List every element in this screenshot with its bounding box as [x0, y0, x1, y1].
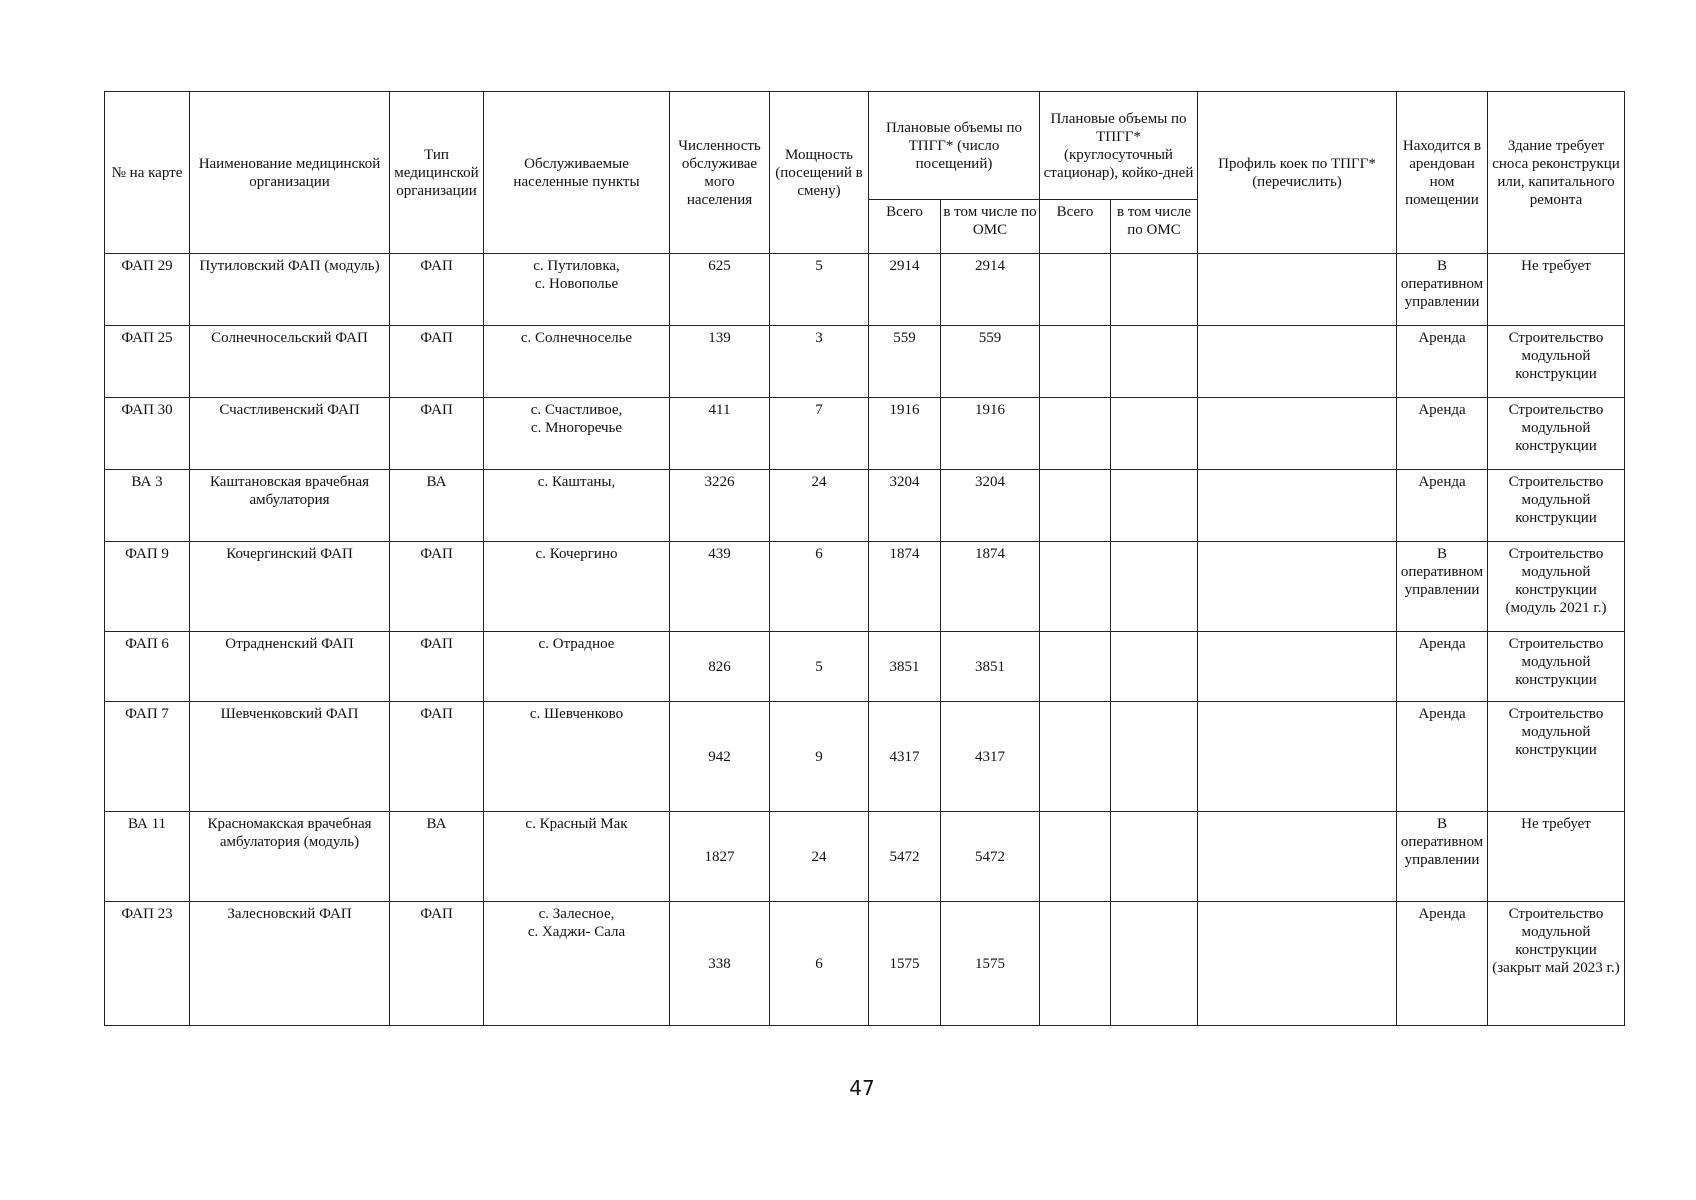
cell-visits-total: 1575: [869, 902, 941, 1026]
cell-capacity: 6: [770, 542, 869, 632]
header-building: Здание требует сноса реконструкци или, капитального ремонта: [1488, 92, 1625, 254]
cell-building: Не требует: [1488, 812, 1625, 902]
cell-visits-total: 559: [869, 326, 941, 398]
cell-org-name: Путиловский ФАП (модуль): [190, 254, 390, 326]
cell-settlements: с. Шевченково: [484, 702, 670, 812]
cell-bed-profile: [1198, 398, 1397, 470]
cell-capacity: 9: [770, 702, 869, 812]
cell-map-no: ФАП 6: [105, 632, 190, 702]
cell-building: Строительство модульной конструкции (модуль 2021 г.): [1488, 542, 1625, 632]
cell-settlements: с. Путиловка, с. Новополье: [484, 254, 670, 326]
cell-beds-total: [1040, 326, 1111, 398]
cell-settlements: с. Каштаны,: [484, 470, 670, 542]
cell-beds-oms: [1111, 542, 1198, 632]
cell-beds-oms: [1111, 470, 1198, 542]
cell-population: 942: [670, 702, 770, 812]
cell-org-name: Отрадненский ФАП: [190, 632, 390, 702]
cell-building: Строительство модульной конструкции: [1488, 398, 1625, 470]
cell-map-no: ФАП 29: [105, 254, 190, 326]
header-visits-total: Всего: [869, 200, 941, 254]
cell-beds-total: [1040, 902, 1111, 1026]
cell-bed-profile: [1198, 702, 1397, 812]
cell-beds-oms: [1111, 632, 1198, 702]
cell-population: 1827: [670, 812, 770, 902]
table-row: [105, 632, 1625, 702]
table-row: [105, 702, 1625, 812]
cell-map-no: ФАП 7: [105, 702, 190, 812]
cell-visits-oms: 1575: [941, 902, 1040, 1026]
cell-premises: Аренда: [1397, 470, 1488, 542]
cell-settlements: с. Солнечноселье: [484, 326, 670, 398]
cell-org-name: Кочергинский ФАП: [190, 542, 390, 632]
cell-beds-oms: [1111, 398, 1198, 470]
cell-capacity: 3: [770, 326, 869, 398]
cell-premises: Аренда: [1397, 702, 1488, 812]
table-row: [105, 902, 1625, 1026]
cell-population: 625: [670, 254, 770, 326]
cell-org-name: Шевченковский ФАП: [190, 702, 390, 812]
cell-building: Строительство модульной конструкции: [1488, 702, 1625, 812]
cell-bed-profile: [1198, 902, 1397, 1026]
cell-capacity: 24: [770, 812, 869, 902]
cell-building: Строительство модульной конструкции: [1488, 632, 1625, 702]
table-row: [105, 470, 1625, 542]
cell-capacity: 6: [770, 902, 869, 1026]
cell-visits-total: 1874: [869, 542, 941, 632]
cell-org-type: ВА: [390, 470, 484, 542]
header-visits-oms: в том числе по ОМС: [941, 200, 1040, 254]
cell-visits-oms: 2914: [941, 254, 1040, 326]
table-row: [105, 398, 1625, 470]
cell-beds-oms: [1111, 326, 1198, 398]
cell-beds-total: [1040, 398, 1111, 470]
cell-beds-total: [1040, 812, 1111, 902]
table-row: [105, 812, 1625, 902]
cell-visits-oms: 3204: [941, 470, 1040, 542]
cell-map-no: ВА 11: [105, 812, 190, 902]
header-settlements: Обслуживаемые населенные пункты: [484, 92, 670, 254]
header-population: Численность обслуживае мого населения: [670, 92, 770, 254]
cell-org-name: Каштановская врачебная амбулатория: [190, 470, 390, 542]
cell-population: 826: [670, 632, 770, 702]
cell-building: Строительство модульной конструкции: [1488, 326, 1625, 398]
cell-org-name: Красномакская врачебная амбулатория (модуль): [190, 812, 390, 902]
cell-beds-total: [1040, 632, 1111, 702]
medical-organizations-table: [104, 91, 1625, 1026]
cell-population: 338: [670, 902, 770, 1026]
cell-bed-profile: [1198, 812, 1397, 902]
header-visits-group: Плановые объемы по ТПГГ* (число посещений): [869, 92, 1040, 200]
cell-premises: В оперативном управлении: [1397, 542, 1488, 632]
header-org-type: Тип медицинской организации: [390, 92, 484, 254]
cell-map-no: ФАП 23: [105, 902, 190, 1026]
cell-settlements: с. Красный Мак: [484, 812, 670, 902]
cell-premises: В оперативном управлении: [1397, 254, 1488, 326]
cell-map-no: ВА 3: [105, 470, 190, 542]
cell-settlements: с. Кочергино: [484, 542, 670, 632]
cell-premises: Аренда: [1397, 902, 1488, 1026]
cell-beds-oms: [1111, 702, 1198, 812]
cell-org-type: ФАП: [390, 398, 484, 470]
cell-beds-total: [1040, 470, 1111, 542]
cell-visits-total: 4317: [869, 702, 941, 812]
cell-visits-oms: 1874: [941, 542, 1040, 632]
cell-premises: Аренда: [1397, 398, 1488, 470]
cell-settlements: с. Счастливое, с. Многоречье: [484, 398, 670, 470]
cell-visits-oms: 3851: [941, 632, 1040, 702]
cell-visits-total: 5472: [869, 812, 941, 902]
cell-beds-oms: [1111, 812, 1198, 902]
cell-org-type: ФАП: [390, 632, 484, 702]
cell-bed-profile: [1198, 470, 1397, 542]
cell-beds-oms: [1111, 902, 1198, 1026]
cell-settlements: с. Залесное, с. Хаджи- Сала: [484, 902, 670, 1026]
cell-org-type: ФАП: [390, 254, 484, 326]
cell-beds-total: [1040, 254, 1111, 326]
cell-beds-total: [1040, 542, 1111, 632]
cell-bed-profile: [1198, 326, 1397, 398]
table-row: [105, 254, 1625, 326]
cell-population: 411: [670, 398, 770, 470]
cell-visits-oms: 5472: [941, 812, 1040, 902]
cell-visits-total: 3851: [869, 632, 941, 702]
cell-capacity: 5: [770, 254, 869, 326]
cell-beds-oms: [1111, 254, 1198, 326]
header-beds-total: Всего: [1040, 200, 1111, 254]
table-body: [105, 254, 1625, 1026]
cell-capacity: 5: [770, 632, 869, 702]
cell-org-name: Залесновский ФАП: [190, 902, 390, 1026]
cell-visits-oms: 1916: [941, 398, 1040, 470]
cell-building: Строительство модульной конструкции (закрыт май 2023 г.): [1488, 902, 1625, 1026]
cell-org-type: ФАП: [390, 702, 484, 812]
cell-population: 139: [670, 326, 770, 398]
cell-visits-oms: 559: [941, 326, 1040, 398]
cell-map-no: ФАП 25: [105, 326, 190, 398]
cell-org-type: ФАП: [390, 542, 484, 632]
cell-capacity: 7: [770, 398, 869, 470]
cell-org-name: Солнечносельский ФАП: [190, 326, 390, 398]
cell-building: Строительство модульной конструкции: [1488, 470, 1625, 542]
cell-org-type: ФАП: [390, 902, 484, 1026]
cell-map-no: ФАП 9: [105, 542, 190, 632]
cell-org-type: ФАП: [390, 326, 484, 398]
cell-map-no: ФАП 30: [105, 398, 190, 470]
page-number: 47: [849, 1076, 875, 1100]
cell-settlements: с. Отрадное: [484, 632, 670, 702]
table-row: [105, 542, 1625, 632]
table-row: [105, 326, 1625, 398]
cell-premises: В оперативном управлении: [1397, 812, 1488, 902]
header-map-no: № на карте: [105, 92, 190, 254]
cell-bed-profile: [1198, 254, 1397, 326]
cell-premises: Аренда: [1397, 326, 1488, 398]
cell-population: 3226: [670, 470, 770, 542]
cell-visits-total: 2914: [869, 254, 941, 326]
cell-capacity: 24: [770, 470, 869, 542]
cell-bed-profile: [1198, 632, 1397, 702]
cell-population: 439: [670, 542, 770, 632]
cell-visits-total: 3204: [869, 470, 941, 542]
header-capacity: Мощность (посещений в смену): [770, 92, 869, 254]
cell-building: Не требует: [1488, 254, 1625, 326]
header-bed-profile: Профиль коек по ТПГГ* (перечислить): [1198, 92, 1397, 254]
cell-bed-profile: [1198, 542, 1397, 632]
header-inpatient-group: Плановые объемы по ТПГГ* (круглосуточный стационар), койко-дней: [1040, 92, 1198, 200]
cell-beds-total: [1040, 702, 1111, 812]
cell-visits-oms: 4317: [941, 702, 1040, 812]
cell-org-name: Счастливенский ФАП: [190, 398, 390, 470]
cell-org-type: ВА: [390, 812, 484, 902]
header-beds-oms: в том числе по ОМС: [1111, 200, 1198, 254]
cell-visits-total: 1916: [869, 398, 941, 470]
cell-premises: Аренда: [1397, 632, 1488, 702]
header-premises: Находится в арендован ном помещении: [1397, 92, 1488, 254]
header-org-name: Наименование медицинской организации: [190, 92, 390, 254]
